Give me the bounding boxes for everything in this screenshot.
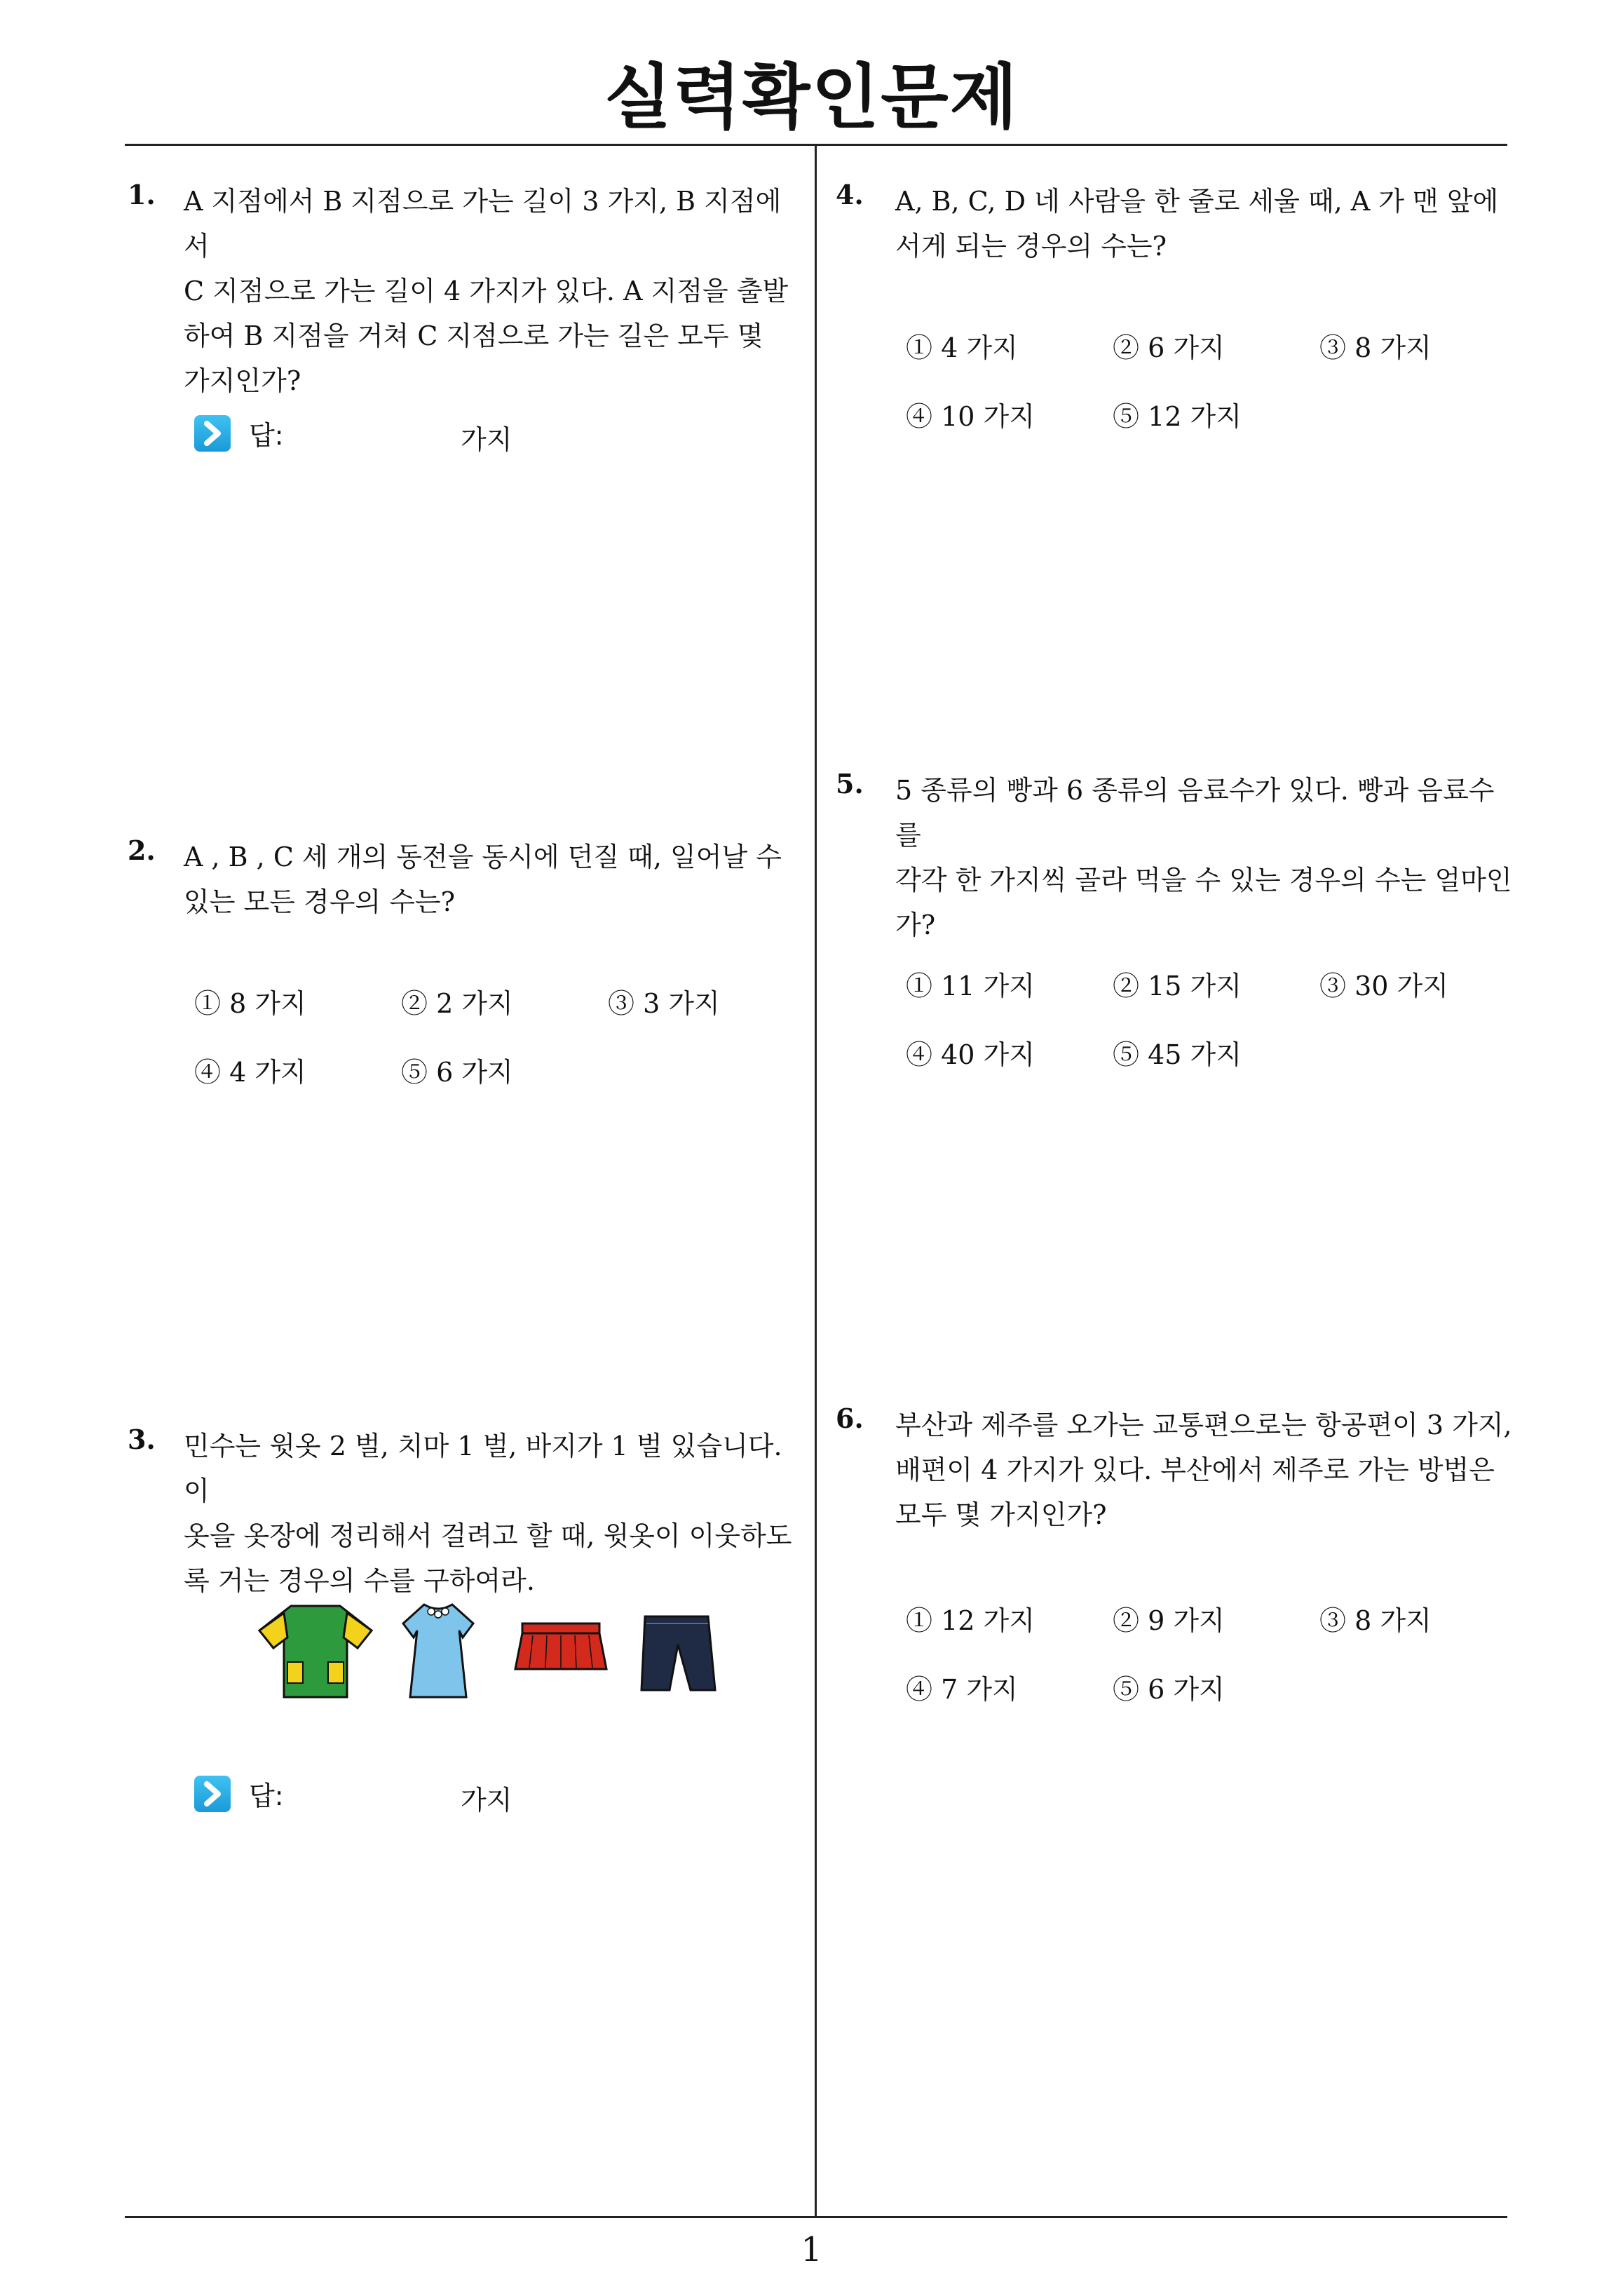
choice-5[interactable]: ⑤ 12 가지	[1113, 401, 1242, 432]
choice-3[interactable]: ③ 8 가지	[1319, 332, 1432, 363]
choice-2[interactable]: ② 2 가지	[401, 988, 513, 1019]
choice-3[interactable]: ③ 8 가지	[1319, 1605, 1432, 1636]
answer-label: 답:	[249, 1781, 284, 1811]
choice-3[interactable]: ③ 3 가지	[608, 988, 720, 1019]
chevron-right-icon	[194, 1776, 231, 1812]
question-line: 5 종류의 빵과 6 종류의 음료수가 있다. 빵과 음료수를	[895, 775, 1495, 851]
choice-4[interactable]: ④ 10 가지	[906, 401, 1035, 432]
choice-4[interactable]: ④ 40 가지	[906, 1039, 1035, 1070]
page-title: 실력확인문제	[604, 56, 1019, 138]
choice-5[interactable]: ⑤ 6 가지	[401, 1057, 513, 1088]
question-4	[836, 179, 1516, 459]
choice-1[interactable]: ① 4 가지	[906, 332, 1018, 363]
answer-field[interactable]	[194, 1774, 512, 1816]
choice-1[interactable]: ① 12 가지	[906, 1605, 1035, 1636]
question-text	[184, 1424, 801, 1603]
navy-pants-icon	[641, 1616, 715, 1690]
answer-unit: 가지	[461, 1785, 512, 1816]
question-line: 가?	[895, 910, 936, 940]
choice-1[interactable]: ① 8 가지	[194, 988, 306, 1019]
question-line: 가지인가?	[184, 365, 301, 396]
question-number: 5.	[836, 768, 864, 799]
choice-4[interactable]: ④ 7 가지	[906, 1674, 1018, 1705]
question-number: 1.	[128, 179, 156, 210]
choice-2[interactable]: ② 15 가지	[1113, 971, 1242, 1001]
choice-2[interactable]: ② 6 가지	[1113, 332, 1225, 363]
question-line: 각각 한 가지씩 골라 먹을 수 있는 경우의 수는 얼마인	[895, 865, 1512, 896]
question-number: 6.	[836, 1403, 864, 1434]
question-6	[836, 1403, 1516, 1718]
question-number: 2.	[128, 835, 156, 866]
answer-unit: 가지	[461, 424, 512, 455]
choice-5[interactable]: ⑤ 45 가지	[1113, 1039, 1242, 1070]
choice-list	[194, 982, 797, 1094]
question-text	[895, 179, 1512, 269]
answer-label: 답:	[249, 420, 284, 451]
question-line: 부산과 제주를 오가는 교통편으로는 항공편이 3 가지,	[895, 1410, 1512, 1440]
choice-2[interactable]: ② 9 가지	[1113, 1605, 1225, 1636]
question-line: 있는 모든 경우의 수는?	[184, 886, 455, 917]
column-divider	[815, 146, 817, 2217]
chevron-right-icon	[194, 415, 231, 452]
choice-list	[906, 1599, 1509, 1711]
question-text	[895, 768, 1512, 947]
choice-5[interactable]: ⑤ 6 가지	[1113, 1674, 1225, 1705]
red-skirt-icon	[515, 1623, 606, 1669]
question-number: 4.	[836, 179, 864, 210]
bottom-rule	[125, 2216, 1507, 2218]
question-line: 록 거는 경우의 수를 구하여라.	[184, 1565, 535, 1596]
question-number: 3.	[128, 1424, 156, 1455]
question-line: A, B, C, D 네 사람을 한 줄로 세울 때, A 가 맨 앞에	[895, 186, 1499, 217]
question-line: 옷을 옷장에 정리해서 걸려고 할 때, 윗옷이 이웃하도	[184, 1520, 792, 1551]
question-line: 모두 몇 가지인가?	[895, 1499, 1107, 1530]
question-line: 배편이 4 가지가 있다. 부산에서 제주로 가는 방법은	[895, 1454, 1495, 1485]
question-text	[184, 179, 801, 403]
page-number: 1	[801, 2230, 822, 2269]
clothes-illustration	[252, 1592, 757, 1704]
question-5	[836, 768, 1516, 1083]
question-2	[128, 835, 801, 1115]
question-line: A 지점에서 B 지점으로 가는 길이 3 가지, B 지점에서	[184, 186, 782, 262]
choice-3[interactable]: ③ 30 가지	[1319, 971, 1448, 1001]
question-line: 하여 B 지점을 거쳐 C 지점으로 가는 길은 모두 몇	[184, 320, 763, 351]
choice-4[interactable]: ④ 4 가지	[194, 1057, 306, 1088]
question-line: 서게 되는 경우의 수는?	[895, 231, 1167, 262]
choice-1[interactable]: ① 11 가지	[906, 971, 1035, 1001]
green-shirt-icon	[259, 1606, 372, 1697]
question-line: 민수는 윗옷 2 벌, 치마 1 벌, 바지가 1 벌 있습니다. 이	[184, 1431, 782, 1506]
choice-list	[906, 326, 1509, 438]
question-text	[895, 1403, 1512, 1537]
choice-list	[906, 964, 1509, 1076]
blue-dress-icon	[403, 1605, 473, 1697]
question-line: C 지점으로 가는 길이 4 가지가 있다. A 지점을 출발	[184, 276, 789, 306]
question-1	[128, 179, 801, 459]
question-text	[184, 835, 801, 924]
question-line: A , B , C 세 개의 동전을 동시에 던질 때, 일어날 수	[184, 842, 782, 872]
answer-field[interactable]	[194, 414, 512, 455]
